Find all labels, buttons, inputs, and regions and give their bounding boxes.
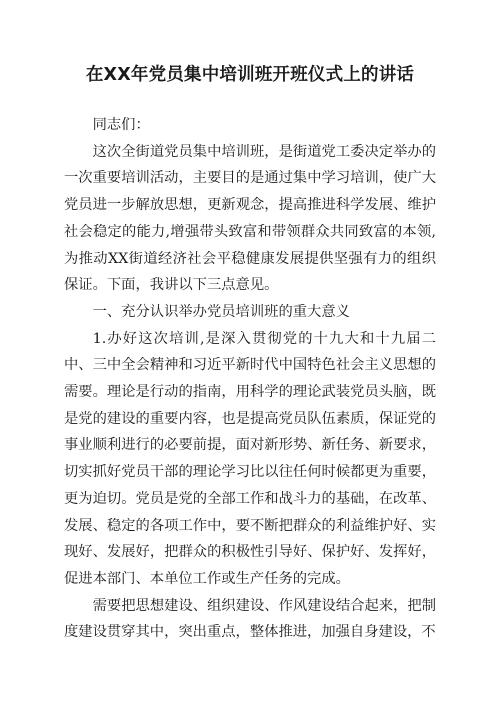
greeting-line: 同志们： [92, 117, 150, 133]
document-title: 在XX年党员集中培训班开班仪式上的讲话 [85, 65, 415, 85]
paragraph-intro: 这次全街道党员集中培训班，是街道党工委决定举办的一次重要培训活动，主要目的是通过集中学习培训，使广大党员进一步解放思想，更新观念，提高推进科学发展、维护社会稳定的能力,增强带头致富和带领群众共同致富的本领,为推动XX街道经济社会平稳健康发展提供坚强有力的组织保证。下面，我讲以下三点意见。 [64, 143, 436, 294]
paragraph-point-1: 1.办好这次培训,是深入贯彻党的十九大和十九届二中、三中全会精神和习近平新时代中国特色社会主义思想的需要。理论是行动的指南，用科学的理论武装党员头脑，既是党的建设的重要内容，也是提高党员队伍素质，保证党的事业顺利进行的必要前提，面对新形势、新任务、新要求，切实抓好党员干部的理论学习比以往任何时候都更为重要，更为迫切。党员是党的全部工作和战斗力的基础，在改革、发展、稳定的各项工作中，要不断把群众的利益维护好、实现好、发展好，把群众的积极性引导好、保护好、发挥好，促进本部门、本单位工作或生产任务的完成。 [64, 330, 436, 587]
section-heading-1: 一、充分认识举办党员培训班的重大意义 [92, 303, 350, 320]
paragraph-continuation: 需要把思想建设、组织建设、作风建设结合起来，把制度建设贯穿其中，突出重点，整体推进，加强自身建设，不 [64, 597, 436, 641]
document-body [64, 112, 436, 646]
